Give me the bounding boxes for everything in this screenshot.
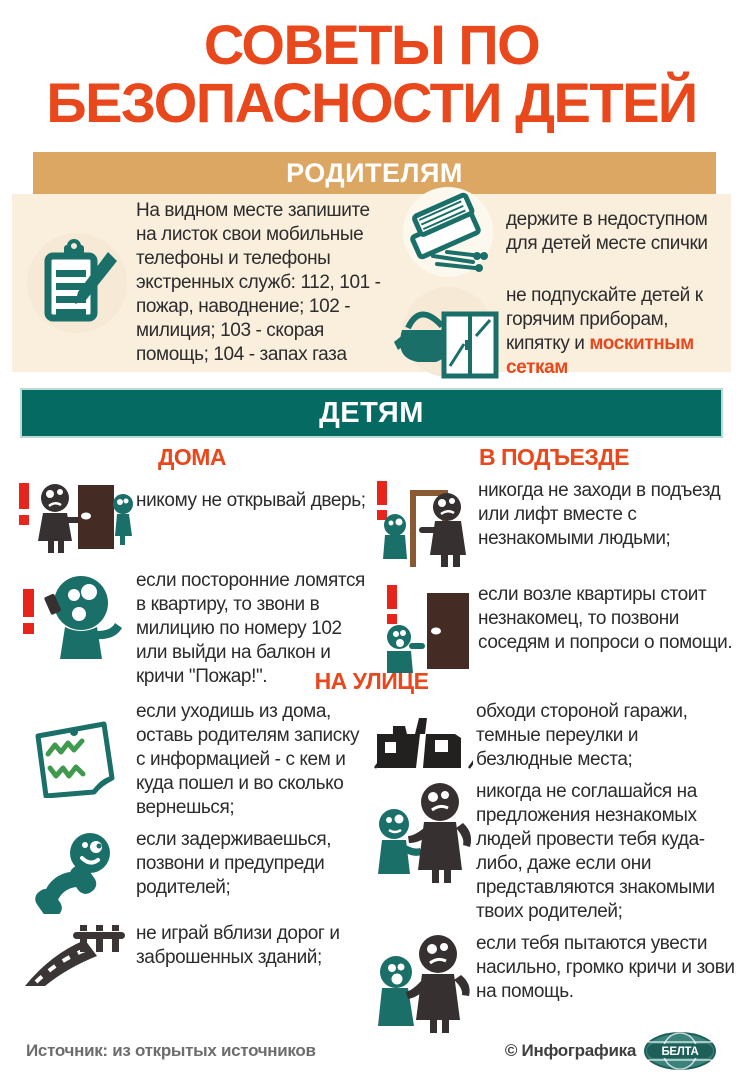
street-item-strangers-offer-text: никогда не соглашайся на предложения незнакомых людей провести тебя куда-либо, даже если они представляются знакомыми твоих родителей;: [476, 781, 715, 922]
footer: [0, 1026, 743, 1076]
parents-item-hot-appliances-text: [506, 284, 731, 380]
entrance-header: В ПОДЪЕЗДЕ: [479, 444, 629, 470]
home-header: ДОМА: [157, 444, 227, 470]
matchbox-icon: [390, 186, 506, 278]
section-header-children: [20, 388, 723, 438]
home-item-call-102-text: если посторонние ломятся в квартиру, то звони в милицию по номеру 102 или выйди на балкон и кричи "Пожар!".: [136, 570, 365, 687]
parents-section: [12, 194, 731, 378]
street-item-note: [14, 700, 370, 820]
section-header-children-label: ДЕТЯМ: [319, 396, 424, 429]
parents-item-hot-appliances-highlight: москитным сеткам: [506, 333, 694, 378]
home-item-door: [14, 479, 370, 561]
street-item-roads-text: не играй вблизи дорог и заброшенных зданий;: [136, 922, 340, 968]
parents-item-hot-appliances: [390, 284, 731, 380]
stranger-in-doorway-icon: [372, 479, 478, 575]
kettle-window-icon: [390, 284, 506, 380]
street-left-column: [14, 700, 370, 996]
section-header-parents-label: РОДИТЕЛЯМ: [286, 157, 463, 188]
street-item-garages-text: обходи стороной гаражи, темные переулки и безлюдные места;: [476, 701, 688, 770]
belta-logo: [643, 1031, 717, 1071]
clipboard-pencil-icon: [24, 230, 130, 336]
street-item-call-parents-text: если задерживаешься, позвони и предупреди родителей;: [136, 828, 332, 898]
abandoned-building-icon: [370, 700, 476, 772]
note-icon: [14, 700, 136, 820]
street-item-garages: [370, 700, 738, 772]
child-knocking-door-icon: [372, 583, 478, 675]
stranger-at-door-icon: [14, 479, 136, 561]
page-title: [0, 13, 743, 134]
parents-right-column: [390, 194, 731, 378]
entrance-item-strangers: [372, 479, 736, 575]
phone-handset-icon: [14, 828, 136, 914]
parents-item-hot-appliances-prefix: не подпускайте детей к горячим приборам, кипятку и: [506, 285, 703, 354]
stranger-grab-icon: [370, 932, 476, 1036]
footer-source: Источник: из открытых источников: [26, 1041, 316, 1060]
street-item-strangers-offer: [370, 780, 738, 924]
title-line-2: БЕЗОПАСНОСТИ ДЕТЕЙ: [46, 70, 697, 134]
street-item-roads: [14, 922, 370, 988]
street-header: НА УЛИЦЕ: [314, 668, 429, 694]
street-item-scream: [370, 932, 738, 1036]
street-item-note-text: если уходишь из дома, оставь родителям записку с информацией - с кем и куда пошел и во сколько вернешься;: [136, 701, 360, 818]
footer-credit: [505, 1031, 717, 1071]
street-right-column: [370, 700, 738, 1044]
home-column: [14, 444, 370, 697]
entrance-column: [372, 444, 736, 683]
title-line-1: СОВЕТЫ ПО: [203, 13, 540, 76]
parents-item-emergency-numbers-text: На видном месте запишите на листок свои мобильные телефоны и телефоны экстренных служб: 112, 101 - пожар, наводнение; 102 - милиция; 103 - скорая помощь; 104 - запах газа: [136, 200, 381, 365]
road-icon: [14, 922, 136, 988]
footer-credit-label: © Инфографика: [504, 1041, 636, 1060]
home-item-door-text: никому не открывай дверь;: [136, 490, 366, 511]
street-item-call-parents: [14, 828, 370, 914]
parents-item-emergency-numbers: [12, 194, 390, 372]
parents-item-matches-text: держите в недоступном для детей месте спички: [506, 209, 708, 254]
street-item-scream-text: если тебя пытаются увести насильно, громко кричи и зови на помощь.: [476, 932, 735, 1002]
belta-logo-text: БЕЛТА: [661, 1046, 699, 1058]
entrance-item-strangers-text: никогда не заходи в подъезд или лифт вместе с незнакомыми людьми;: [478, 480, 721, 549]
entrance-item-ask-neighbors: [372, 583, 736, 675]
stranger-offer-icon: [370, 780, 476, 924]
entrance-item-ask-neighbors-text: если возле квартиры стоит незнакомец, то позвони соседям и попроси о помощи.: [478, 584, 733, 653]
parents-item-matches: [390, 186, 731, 278]
